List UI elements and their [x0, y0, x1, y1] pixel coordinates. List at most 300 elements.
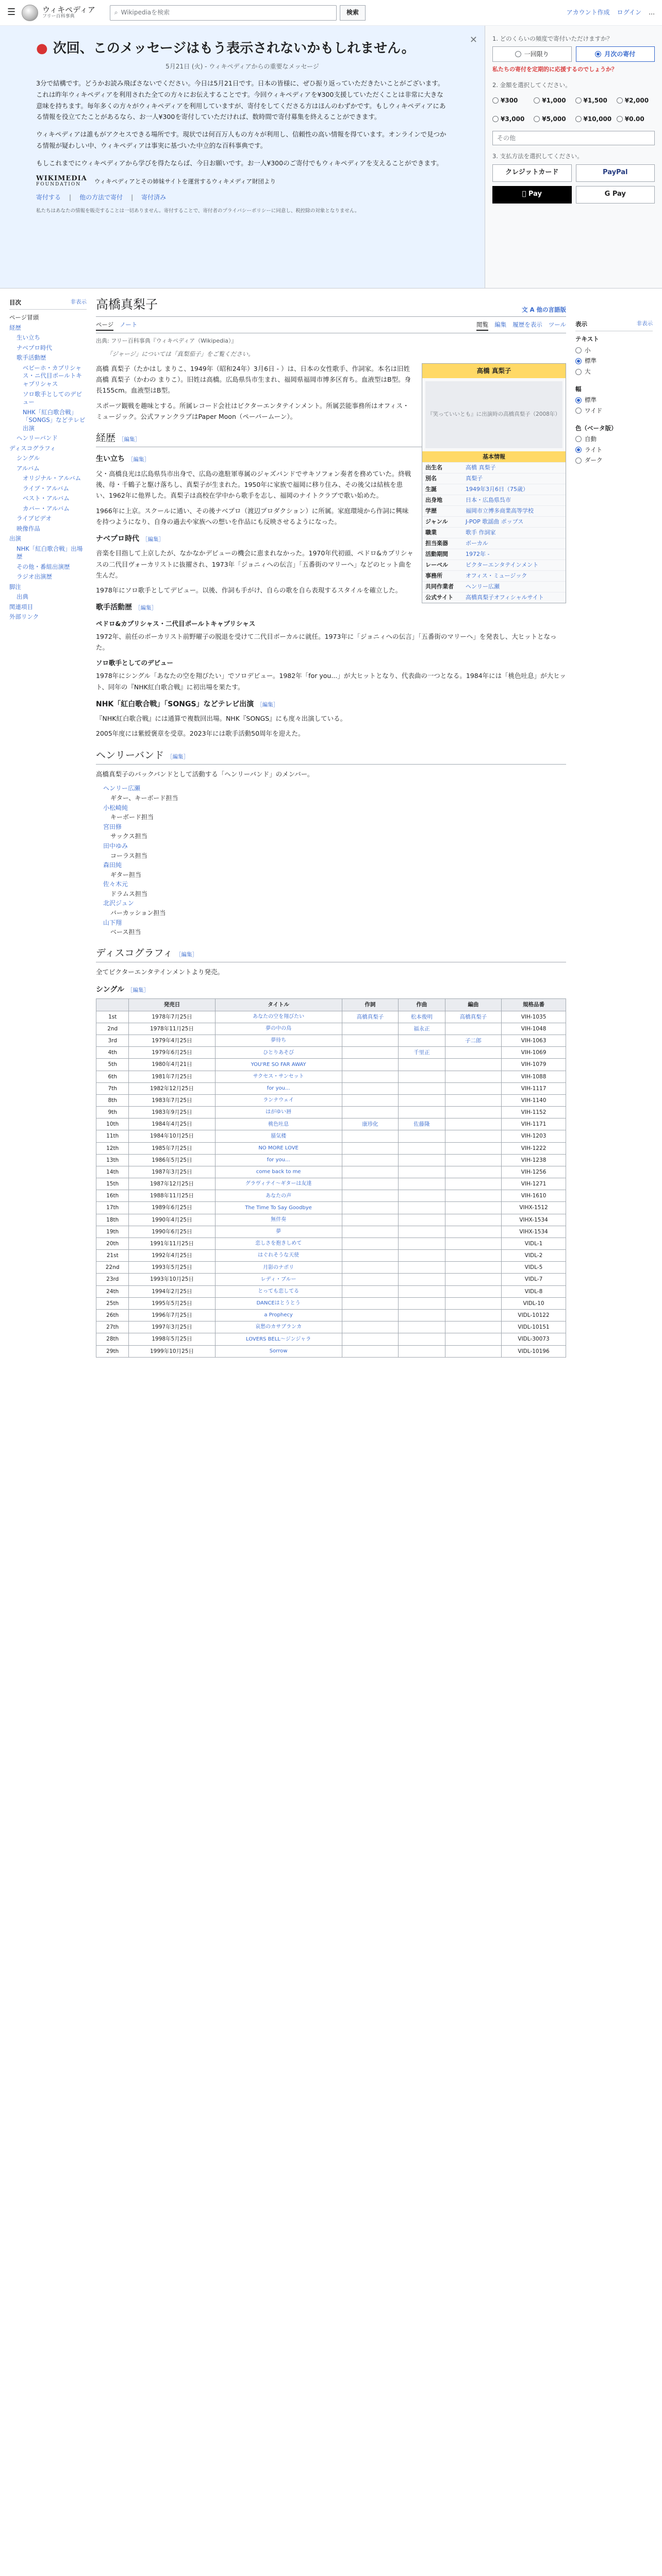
table-cell: 1988年11月25日	[129, 1190, 215, 1202]
toc-item[interactable]: ページ冒頭	[9, 314, 39, 321]
edit-link[interactable]: ［編集］	[167, 753, 189, 760]
toc-item[interactable]: 脚注	[9, 583, 21, 590]
radio-icon	[575, 447, 582, 453]
table-cell[interactable]	[342, 1142, 398, 1154]
table-cell[interactable]	[342, 1285, 398, 1297]
table-cell[interactable]: for you...	[215, 1082, 342, 1094]
pref-option[interactable]: 自動	[575, 434, 653, 445]
table-cell[interactable]: グラヴィテイ〜ギターは友達	[215, 1178, 342, 1190]
band-member-role: ギター、キーボード担当	[110, 794, 178, 802]
table-cell[interactable]	[342, 1082, 398, 1094]
table-cell: 13th	[96, 1154, 129, 1166]
table-cell[interactable]: come back to me	[215, 1166, 342, 1178]
table-cell[interactable]	[445, 1274, 501, 1285]
band-member-role: バーカッション担当	[110, 909, 166, 917]
table-row	[96, 1202, 566, 1214]
table-cell[interactable]	[342, 1238, 398, 1249]
table-cell[interactable]: はぐれそうな天使	[215, 1250, 342, 1262]
band-member-role: キーボード担当	[110, 814, 154, 821]
infobox-key: 公式サイト	[425, 594, 454, 601]
infobox-key: 生誕	[425, 486, 437, 493]
table-row	[96, 1047, 566, 1059]
table-cell[interactable]	[399, 1107, 445, 1118]
table-cell[interactable]: LOVERS BELL～ジンジャラ	[215, 1333, 342, 1345]
tab-edit[interactable]: 編集	[494, 321, 507, 329]
banner-subtitle: 5月21日 (火) - ウィキペディアからの重要なメッセージ	[166, 62, 319, 70]
table-cell: 12th	[96, 1142, 129, 1154]
infobox-value[interactable]: 高橋真梨子オフィシャルサイト	[466, 594, 544, 601]
infobox-value[interactable]: ボーカル	[466, 539, 488, 547]
table-header	[96, 998, 129, 1011]
close-icon[interactable]: ✕	[469, 35, 477, 45]
table-cell[interactable]	[445, 1345, 501, 1357]
fundraising-banner: ✕ ● 次回、このメッセージはもう表示されないかもしれません。 5月21日 (火) - ウィキペディアからの重要なメッセージ 3分で結構です。どうかお読み飛ばさないでください。今日は5月21日です。日本の皆様に、ぜひ振り返っていただきたいことがございます。これは昨年ウィキペディアを利用された全ての方々にお伝えすることです。今回ウィキペディアを¥300支援していただくことは非常に大きな意味を持ちます。毎年多くの方々がウィキペディアを利用していますが、寄付をしてくださる方はほんのわずかです。もしウィキペディアにある情報を役立てたことがあるなら、お一人¥300を寄付していただければ、数時間で寄付募集を終えることができます。 ウィキペディアは誰もがアクセスできる場所です。現状では何百万人もの方々が利用し、信頼性の高い情報を得ています。オンラインで見つかる情報が疑わしい中、ウィキペディアは事実に基づいた中立的な百科事典です。 もしこれまでにウィキペディアから学びを得たならば、今日お願いです。お一人¥300のご寄付でもウィキペディアを支えることができます。 WIKIMEDIA FOUNDATION ウィキペディアとその姉妹サイトを運営するウィキメディア財団より 寄付する | 他の方法で寄付 | 寄付済み 私たちはあなたの情報を販売することは一切ありません。寄付することで、寄付者のプライバシーポリシーに同意し、税控除の対象となりません。 1. どのくらいの頻度で寄付いただけますか？ 一回限り 月次の寄付 私たちの寄付を定期的に応援するのでしょうか？ 2. 金額を選択してください。 ¥300 ¥1,000 ¥1,500 ¥2,000 ¥3,000 ¥5,000 ¥10,000 ¥0.00 その他 3. 支払方法を選択してください。 クレジットカード PayPal Pay G Pay	[0, 26, 662, 289]
toc-item[interactable]: ライブ・アルバム	[23, 484, 70, 492]
toc-item[interactable]: 出演	[9, 535, 21, 543]
table-cell[interactable]	[399, 1130, 445, 1142]
pref-option[interactable]: 標準	[575, 355, 653, 366]
table-cell[interactable]: 夢の中の鳥	[215, 1023, 342, 1035]
table-cell: VIHX-1534	[502, 1214, 566, 1226]
table-row	[96, 1035, 566, 1047]
table-cell[interactable]	[445, 1285, 501, 1297]
radio-icon	[575, 358, 582, 364]
table-cell[interactable]: 夢	[215, 1226, 342, 1238]
table-cell[interactable]: 高橋真梨子	[342, 1011, 398, 1023]
toc-item[interactable]: シングル	[16, 454, 40, 462]
infobox-value[interactable]: 歌手 作詞家	[466, 529, 496, 536]
tab-talk[interactable]: ノート	[120, 321, 138, 329]
table-cell[interactable]	[399, 1297, 445, 1309]
table-cell[interactable]: 桃色吐息	[215, 1118, 342, 1130]
table-cell[interactable]	[399, 1190, 445, 1202]
table-cell[interactable]	[445, 1309, 501, 1321]
amount-option[interactable]: ¥5,000	[534, 111, 572, 127]
edit-link[interactable]: ［編集］	[257, 701, 279, 708]
table-cell[interactable]	[342, 1274, 398, 1285]
table-cell[interactable]	[445, 1107, 501, 1118]
table-row	[96, 1214, 566, 1226]
infobox-value[interactable]: 1949年3月6日（75歳）	[466, 486, 528, 493]
pref-group	[575, 334, 653, 377]
infobox-section: 基本情報	[422, 451, 566, 463]
table-cell[interactable]: Sorrow	[215, 1345, 342, 1357]
table-cell: 1993年10月25日	[129, 1274, 215, 1285]
infobox-key: 別名	[425, 475, 437, 482]
radio-icon	[575, 369, 582, 375]
other-amount-input[interactable]: その他	[492, 131, 655, 145]
table-cell[interactable]	[399, 1094, 445, 1106]
infobox-photo: 『笑っていいとも』に出演時の高橋真梨子（2008年）	[425, 381, 562, 448]
table-cell[interactable]	[399, 1082, 445, 1094]
table-cell[interactable]	[399, 1262, 445, 1274]
table-cell[interactable]	[445, 1071, 501, 1082]
table-cell: 7th	[96, 1082, 129, 1094]
table-cell[interactable]	[445, 1142, 501, 1154]
table-cell[interactable]	[342, 1297, 398, 1309]
table-cell[interactable]	[399, 1345, 445, 1357]
table-cell[interactable]	[342, 1047, 398, 1059]
login-link[interactable]: ログイン	[617, 8, 641, 16]
table-cell[interactable]	[399, 1059, 445, 1071]
search-button[interactable]: 検索	[340, 5, 366, 21]
table-row	[96, 1082, 566, 1094]
table-cell[interactable]	[445, 1082, 501, 1094]
infobox-value[interactable]: ビクターエンタテインメント	[466, 561, 539, 568]
radio-icon	[575, 397, 582, 403]
band-member-name[interactable]: 宮田修	[103, 823, 122, 831]
infobox-title: 高橋 真梨子	[422, 364, 566, 378]
subsection-heading: ナベプロ時代 ［編集］	[96, 535, 164, 544]
table-cell[interactable]	[342, 1250, 398, 1262]
other-donate-link[interactable]: 他の方法で寄付	[79, 194, 123, 201]
band-member-role: ドラムス担当	[110, 890, 147, 897]
table-cell[interactable]: 夢待ち	[215, 1035, 342, 1047]
toc-item[interactable]: ライブビデオ	[16, 515, 52, 522]
table-cell: 1979年6月25日	[129, 1047, 215, 1059]
table-cell[interactable]: 千里正	[399, 1047, 445, 1059]
table-cell[interactable]	[399, 1226, 445, 1238]
table-cell[interactable]	[399, 1285, 445, 1297]
table-row	[96, 1250, 566, 1262]
pref-option[interactable]: 小	[575, 345, 653, 356]
toc-item[interactable]: ラジオ出演歴	[16, 573, 52, 581]
table-cell[interactable]	[445, 1118, 501, 1130]
infobox-row	[422, 592, 566, 603]
table-cell[interactable]	[445, 1321, 501, 1333]
infobox-row	[422, 527, 566, 538]
table-cell[interactable]	[399, 1154, 445, 1166]
pref-group	[575, 384, 653, 416]
table-cell[interactable]	[445, 1226, 501, 1238]
table-cell[interactable]	[342, 1166, 398, 1178]
table-header: 発売日	[129, 998, 215, 1011]
table-cell[interactable]	[342, 1059, 398, 1071]
table-cell[interactable]	[342, 1178, 398, 1190]
table-cell[interactable]: レディ・ブルー	[215, 1274, 342, 1285]
table-cell[interactable]: The Time To Say Goodbye	[215, 1202, 342, 1214]
band-member-name[interactable]: 山下翔	[103, 919, 122, 926]
subsection-heading: 生い立ち ［編集］	[96, 455, 150, 464]
more-icon[interactable]: …	[649, 8, 655, 16]
table-row	[96, 1321, 566, 1333]
tab-history[interactable]: 履歴を表示	[512, 321, 542, 329]
table-cell[interactable]	[342, 1226, 398, 1238]
body-paragraph: 2005年度には紫綬褒章を受章。2023年には歌手活動50周年を迎えた。	[96, 730, 305, 738]
pref-option[interactable]: ワイド	[575, 405, 653, 416]
toc-item[interactable]: アルバム	[16, 464, 40, 472]
edit-link[interactable]: ［編集］	[142, 536, 164, 543]
appearance-hide-button[interactable]: 非表示	[636, 320, 653, 327]
table-cell[interactable]: for you...	[215, 1154, 342, 1166]
table-cell[interactable]	[445, 1154, 501, 1166]
table-cell[interactable]: はがゆい唇	[215, 1107, 342, 1118]
toc-item[interactable]: ベビーホ・カプリシャス・ニ代目ポールトキャプリシャス	[23, 364, 82, 387]
table-cell[interactable]: NO MORE LOVE	[215, 1142, 342, 1154]
infobox-key: 学歴	[425, 507, 437, 515]
table-cell[interactable]: あなたの空を翔びたい	[215, 1011, 342, 1023]
tab-page[interactable]: ページ	[96, 320, 113, 330]
table-cell[interactable]: 恋しさを抱きしめて	[215, 1238, 342, 1249]
toc-item[interactable]: ヘンリーバンド	[16, 434, 58, 442]
table-cell[interactable]: a Prophecy	[215, 1309, 342, 1321]
table-cell: 1995年5月25日	[129, 1297, 215, 1309]
toc-item[interactable]: ナベプロ時代	[16, 344, 52, 351]
infobox-value[interactable]: 福岡市立博多商業高等学校	[466, 507, 534, 515]
pay-apple-button[interactable]: Pay	[492, 186, 572, 204]
amount-option[interactable]: ¥0.00	[617, 111, 655, 127]
band-member-name[interactable]: 田中ゆみ	[103, 842, 128, 850]
band-member-name[interactable]: 森田純	[103, 861, 122, 869]
table-cell[interactable]	[399, 1166, 445, 1178]
search-icon: ⌕	[114, 8, 118, 16]
table-cell[interactable]	[445, 1094, 501, 1106]
table-header: 規格品番	[502, 998, 566, 1011]
table-cell[interactable]: 哀愁のカサブランカ	[215, 1321, 342, 1333]
table-cell[interactable]	[342, 1154, 398, 1166]
band-member-name[interactable]: 佐々木元	[103, 880, 128, 888]
pref-option[interactable]: ライト	[575, 445, 653, 455]
table-cell[interactable]: サクセス・サンセット	[215, 1071, 342, 1082]
table-cell[interactable]: 佐藤隆	[399, 1118, 445, 1130]
table-cell[interactable]	[399, 1202, 445, 1214]
table-cell: 1993年5月25日	[129, 1262, 215, 1274]
banner-footnote: 私たちはあなたの情報を販売することは一切ありません。寄付することで、寄付者のプライバシーポリシーに同意し、税控除の対象となりません。	[36, 208, 360, 214]
table-cell[interactable]	[445, 1178, 501, 1190]
tab-tools[interactable]: ツール	[548, 321, 566, 329]
table-cell[interactable]	[399, 1321, 445, 1333]
amount-option[interactable]: ¥1,000	[534, 93, 572, 108]
infobox-value[interactable]: オフィス・ミュージック	[466, 572, 527, 579]
table-cell[interactable]	[445, 1297, 501, 1309]
infobox-value[interactable]: J-POP 歌謡曲 ポップス	[466, 518, 524, 526]
toc-item[interactable]: ディスコグラフィ	[9, 444, 56, 452]
table-cell[interactable]	[399, 1274, 445, 1285]
toc-item[interactable]: 出典	[16, 593, 28, 601]
table-cell[interactable]: とっても恋してる	[215, 1285, 342, 1297]
table-cell[interactable]: ひとりあそび	[215, 1047, 342, 1059]
body-paragraph: 1972年、前任のボーカリスト前野曜子の脱退を受けて二代目ボーカルに就任。1973年に「ジョニィへの伝言」「五番街のマリーへ」を発表し、大ヒットとなった。	[96, 632, 557, 652]
toc-item[interactable]: カバー・アルバム	[23, 504, 70, 512]
singles-table	[96, 998, 566, 1358]
table-header: 編曲	[445, 998, 501, 1011]
table-row	[96, 1011, 566, 1023]
band-member-role: ベース担当	[110, 928, 141, 936]
language-button[interactable]: 文 A 他の言語版	[522, 306, 566, 313]
table-cell[interactable]	[342, 1321, 398, 1333]
table-cell: 1978年7月25日	[129, 1011, 215, 1023]
body-paragraph: 父・高橋良光は広島県呉市出身で、広島の進駐軍専属のジャズバンドでサキソフォン奏者を務めていた。終戦後、母・千鶴子と駆け落ちし、真梨子が生まれた。1950年に家族で福岡に移り住み、その後父は結核を患い、1962年に他界した。真梨子は高校在学中から歌手を志し、福岡のナイトクラブで歌い始めた。	[96, 469, 411, 500]
table-cell[interactable]	[445, 1166, 501, 1178]
table-cell: 1st	[96, 1011, 129, 1023]
table-row	[96, 1130, 566, 1142]
edit-link[interactable]: ［編集］	[119, 436, 141, 443]
table-cell: 14th	[96, 1166, 129, 1178]
section-heading: ヘンリーバンド ［編集］	[96, 748, 566, 765]
toc-item[interactable]: オリジナル・アルバム	[23, 474, 81, 482]
toc-item[interactable]: 関連項目	[9, 603, 33, 611]
table-cell: VIH-1063	[502, 1035, 566, 1047]
table-cell[interactable]	[342, 1071, 398, 1082]
toc-item[interactable]: ソロ歌手としてのデビュー	[23, 390, 82, 406]
table-cell[interactable]: ランナウェイ	[215, 1094, 342, 1106]
infobox-value[interactable]: 高橋 真梨子	[466, 464, 496, 471]
infobox-value[interactable]: 1972年 -	[466, 550, 490, 557]
table-cell[interactable]	[445, 1130, 501, 1142]
table-row	[96, 1285, 566, 1297]
table-cell: 8th	[96, 1094, 129, 1106]
page-title: 高橋真梨子	[96, 297, 158, 312]
table-cell: VIH-1035	[502, 1011, 566, 1023]
amount-option[interactable]: ¥10,000	[575, 111, 614, 127]
site-logo[interactable]	[22, 5, 95, 21]
table-cell[interactable]	[445, 1250, 501, 1262]
table-cell[interactable]	[445, 1190, 501, 1202]
table-cell[interactable]: 子二郎	[445, 1035, 501, 1047]
freq-once-button[interactable]: 一回限り	[492, 46, 572, 62]
donate-form	[485, 26, 662, 288]
table-cell[interactable]	[445, 1059, 501, 1071]
toc-item[interactable]: NHK「紅白歌合戦」「SONGS」などテレビ出演	[23, 408, 86, 432]
band-member-name[interactable]: 小松崎純	[103, 804, 128, 811]
alert-icon: ●	[36, 41, 48, 56]
intro-paragraph: スポーツ観戦を趣味とする。所属レコード会社はビクターエンタテインメント。所属芸能事務所はオフィス・ミュージック。公式ファンクラブはPaper Moon（ペーパームーン）。	[96, 401, 409, 420]
create-account-link[interactable]: アカウント作成	[566, 8, 610, 16]
table-cell[interactable]	[399, 1178, 445, 1190]
table-header: タイトル	[215, 998, 342, 1011]
infobox-value[interactable]: ヘンリー広瀬	[466, 583, 500, 590]
table-cell[interactable]: 蜃気楼	[215, 1130, 342, 1142]
table-cell[interactable]	[342, 1035, 398, 1047]
edit-link[interactable]: ［編集］	[127, 987, 149, 993]
table-cell[interactable]	[399, 1071, 445, 1082]
pay-paypal-button[interactable]: PayPal	[576, 164, 655, 182]
menu-icon[interactable]: ☰	[7, 7, 16, 18]
table-cell[interactable]: 月影のナポリ	[215, 1262, 342, 1274]
amount-option[interactable]: ¥300	[492, 93, 531, 108]
table-cell[interactable]	[399, 1309, 445, 1321]
infobox-value[interactable]: 真梨子	[466, 475, 483, 482]
table-cell[interactable]	[342, 1262, 398, 1274]
table-cell: VIDL-10196	[502, 1345, 566, 1357]
infobox-row	[422, 495, 566, 505]
table-cell[interactable]: 松本俊明	[399, 1011, 445, 1023]
pref-option[interactable]: 標準	[575, 395, 653, 405]
step-frequency: 1. どのくらいの頻度で寄付いただけますか？	[492, 35, 613, 42]
donate-link[interactable]: 寄付する	[36, 194, 61, 201]
toc-item[interactable]: 経歴	[9, 324, 21, 331]
toc-item[interactable]: 歌手活動歴	[16, 354, 46, 362]
band-member-name[interactable]: ヘンリー広瀬	[103, 785, 141, 792]
table-cell[interactable]	[399, 1142, 445, 1154]
table-cell[interactable]	[445, 1333, 501, 1345]
table-cell[interactable]	[445, 1047, 501, 1059]
table-cell[interactable]: YOU'RE SO FAR AWAY	[215, 1059, 342, 1071]
banner-title: ● 次回、このメッセージはもう表示されないかもしれません。	[36, 38, 449, 60]
radio-icon	[575, 347, 582, 353]
table-cell[interactable]: DANCEはとうとう	[215, 1297, 342, 1309]
table-cell[interactable]: 高橋真梨子	[445, 1011, 501, 1023]
pref-option[interactable]: 大	[575, 366, 653, 377]
search-input[interactable]: ⌕ Wikipediaを検索	[110, 5, 337, 21]
toc-item[interactable]: 生い立ち	[16, 334, 40, 342]
table-cell[interactable]	[399, 1214, 445, 1226]
table-cell[interactable]	[342, 1130, 398, 1142]
table-cell: VIH-1610	[502, 1190, 566, 1202]
wikimedia-logo: WIKIMEDIA FOUNDATION	[36, 174, 87, 188]
table-cell[interactable]: 康珍化	[342, 1118, 398, 1130]
freq-monthly-button[interactable]: 月次の寄付	[576, 46, 655, 62]
toc-item[interactable]: 外部リンク	[9, 613, 39, 621]
already-donated-link[interactable]: 寄付済み	[141, 194, 167, 201]
step-payment: 3. 支払方法を選択してください。	[492, 152, 583, 160]
amount-option[interactable]: ¥1,500	[575, 93, 614, 108]
table-cell[interactable]	[399, 1035, 445, 1047]
table-cell[interactable]	[445, 1262, 501, 1274]
table-cell[interactable]	[342, 1107, 398, 1118]
toc-item[interactable]: NHK「紅白歌合戦」出場歴	[16, 545, 83, 561]
table-cell[interactable]	[342, 1309, 398, 1321]
edit-link[interactable]: ［編集］	[175, 951, 197, 958]
table-cell[interactable]	[399, 1333, 445, 1345]
table-cell[interactable]: 福永正	[399, 1023, 445, 1035]
band-member-name[interactable]: 北沢ジュン	[103, 900, 134, 907]
table-cell[interactable]	[342, 1345, 398, 1357]
toc-item[interactable]: その他・番組出演歴	[16, 563, 70, 570]
table-cell: VIH-1238	[502, 1154, 566, 1166]
table-cell[interactable]	[342, 1333, 398, 1345]
table-cell[interactable]	[399, 1238, 445, 1249]
table-cell[interactable]	[342, 1214, 398, 1226]
toc-item[interactable]: 映像作品	[16, 524, 40, 532]
table-cell[interactable]	[445, 1238, 501, 1249]
tab-read[interactable]: 閲覧	[476, 320, 488, 330]
subsection-heading: 歌手活動歴 ［編集］	[96, 603, 157, 612]
amount-option[interactable]: ¥3,000	[492, 111, 531, 127]
pref-option[interactable]: ダーク	[575, 455, 653, 466]
table-cell: 1983年9月25日	[129, 1107, 215, 1118]
table-cell[interactable]	[399, 1250, 445, 1262]
table-cell[interactable]: 無伴奏	[215, 1214, 342, 1226]
table-cell[interactable]	[342, 1202, 398, 1214]
table-cell[interactable]: あなたの声	[215, 1190, 342, 1202]
table-cell[interactable]	[342, 1023, 398, 1035]
toc-hide-button[interactable]: 非表示	[70, 299, 87, 305]
table-cell: 1990年6月25日	[129, 1226, 215, 1238]
table-cell: 26th	[96, 1309, 129, 1321]
infobox-value[interactable]: 日本・広島県呉市	[466, 497, 511, 504]
table-cell: 1996年7月25日	[129, 1309, 215, 1321]
amount-option[interactable]: ¥2,000	[617, 93, 655, 108]
edit-link[interactable]: ［編集］	[128, 456, 150, 463]
table-header: 作曲	[399, 998, 445, 1011]
table-cell[interactable]	[445, 1202, 501, 1214]
toc-item[interactable]: ベスト・アルバム	[23, 495, 70, 502]
table-cell: VIH-1117	[502, 1082, 566, 1094]
table-cell[interactable]	[342, 1094, 398, 1106]
table-cell[interactable]	[445, 1214, 501, 1226]
table-cell[interactable]	[342, 1190, 398, 1202]
radio-icon	[575, 408, 582, 414]
pay-google-button[interactable]: G Pay	[576, 186, 655, 204]
pay-card-button[interactable]: クレジットカード	[492, 164, 572, 182]
table-cell[interactable]	[445, 1023, 501, 1035]
table-row	[96, 1238, 566, 1249]
table-cell: VIH-1271	[502, 1178, 566, 1190]
infobox-key: 事務所	[425, 572, 442, 579]
table-cell: 23rd	[96, 1274, 129, 1285]
edit-link[interactable]: ［編集］	[135, 605, 157, 612]
